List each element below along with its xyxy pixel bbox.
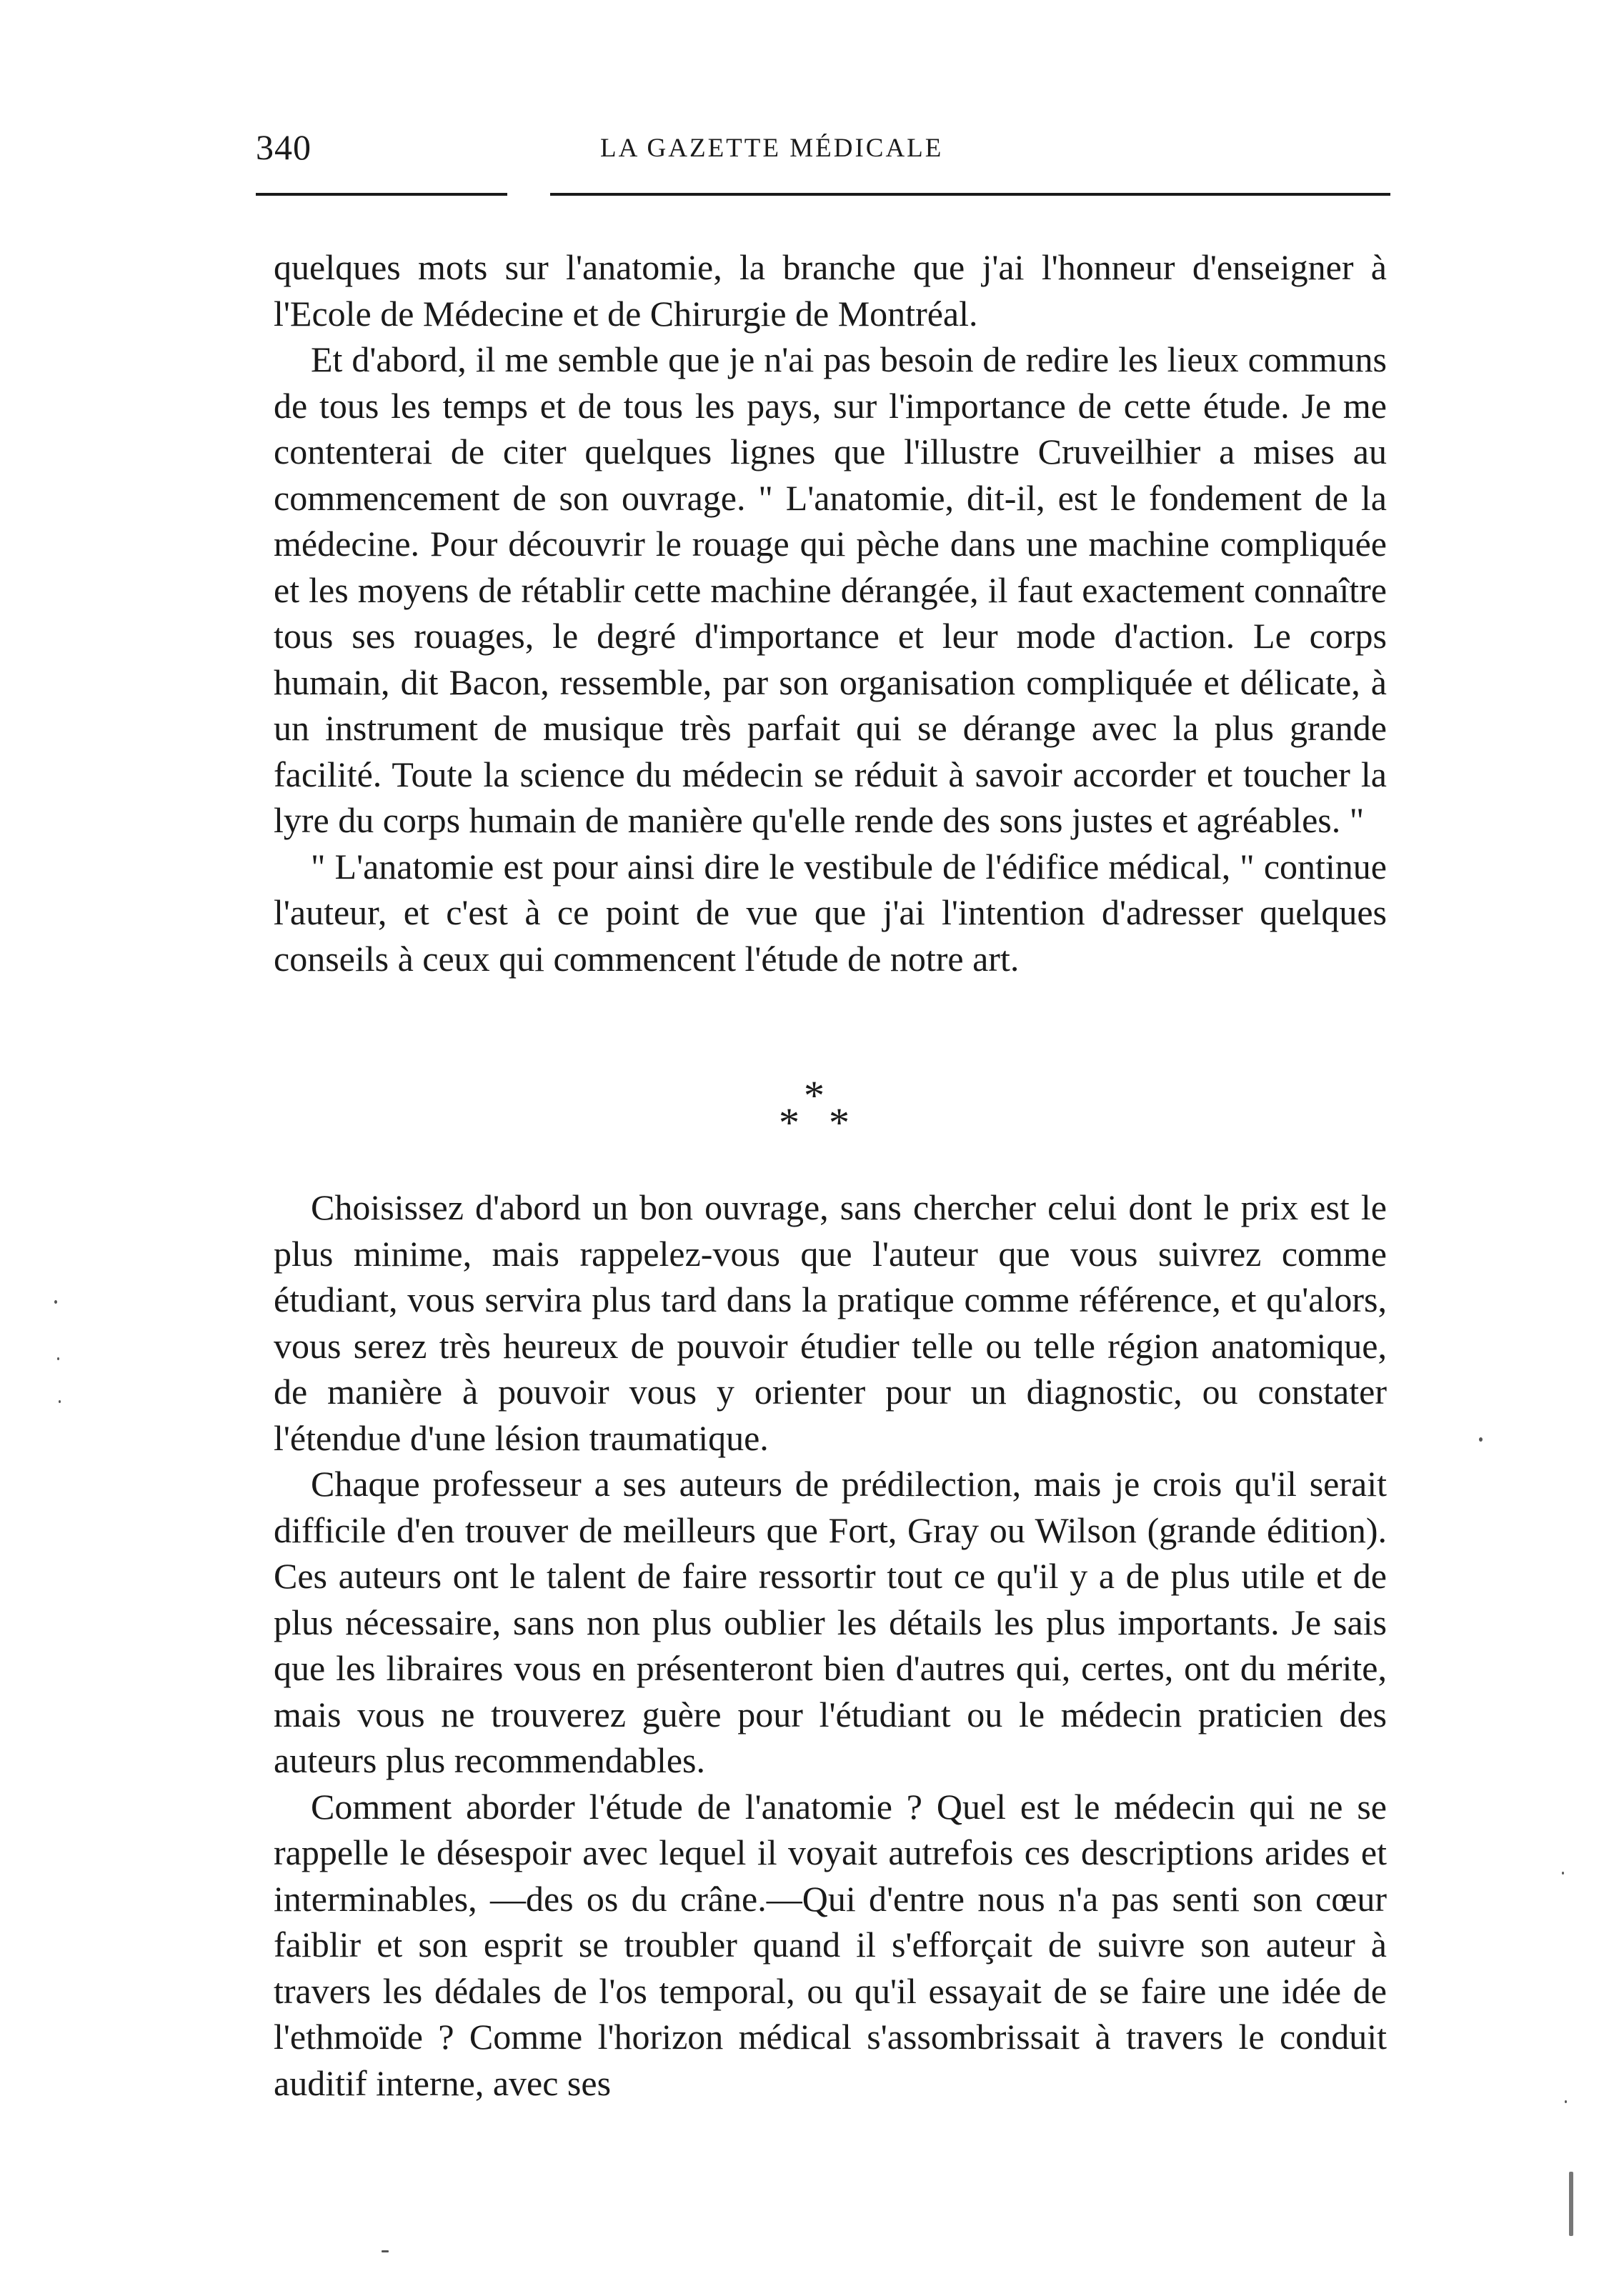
asterism-star-right: * — [829, 1099, 850, 1146]
header-rule-left — [256, 193, 507, 196]
scan-speck — [1565, 2100, 1567, 2103]
page-number: 340 — [256, 127, 312, 167]
header-rule-right — [550, 193, 1390, 196]
running-title: LA GAZETTE MÉDICALE — [600, 134, 944, 163]
paragraph-how-to-study: Comment aborder l'étude de l'anatomie ? Quel est le médecin qui ne se rappelle le désespoir avec lequel il voyait autrefois ces descriptions arides et interminables, —des os du crâne.—Qui d'entre nous n'a pas senti son cœur faiblir et son esprit se troubler quand il s'efforçait de suivre son auteur à travers les dédales de l'os temporal, ou qu'il essayait de se faire une idée de l'ethmoïde ? Comme l'horizon médical s'assombrissait à travers le conduit auditif interne, avec ses — [274, 1786, 1387, 2103]
asterism-separator — [772, 1072, 872, 1147]
scan-speck — [1479, 1437, 1483, 1442]
paragraph-authors: Chaque professeur a ses auteurs de prédilection, mais je crois qu'il serait difficile d'en trouver de meilleurs que Fort, Gray ou Wilson (grande édition). Ces auteurs ont le talent de faire ressortir tout ce qu'il y a de plus utile et de plus nécessaire, sans non plus oublier les détails les plus importants. Je sais que les libraires vous en présenteront bien d'autres qui, certes, ont du mérite, mais vous ne trouverez guère pour l'étudiant ou le médecin praticien des auteurs plus recommendables. — [274, 1464, 1387, 1780]
asterism-star-top: * — [804, 1072, 825, 1119]
scan-speck — [1562, 1872, 1564, 1875]
paragraph-cruveilhier-quote: Et d'abord, il me semble que je n'ai pas besoin de redire les lieux communs de tous les temps et de tous les pays, sur l'importance de cette étude. Je me contenterai de citer quelques lignes que l'illustre Cruveilhier a mises au commencement de son ouvrage. " L'anatomie, dit-il, est le fondement de la médecine. Pour découvrir le rouage qui pèche dans une machine compliquée et les moyens de rétablir cette machine dérangée, il faut exactement connaître tous ses rouages, le degré d'importance et leur mode d'action. Le corps humain, dit Bacon, ressemble, par son organisation compliquée et délicate, à un instrument de musique très parfait qui se dérange avec la plus grande facilité. Toute la science du médecin se réduit à savoir accorder et toucher la lyre du corps humain de manière qu'elle rende des sons justes et agréables. " — [274, 339, 1387, 840]
paragraph-continued: quelques mots sur l'anatomie, la branche que j'ai l'honneur d'enseigner à l'Ecole de Médecine et de Chirurgie de Montréal. — [274, 247, 1387, 334]
paragraph-choose-book: Choisissez d'abord un bon ouvrage, sans chercher celui dont le prix est le plus minime, mais rappelez-vous que l'auteur que vous suivrez comme étudiant, vous servira plus tard dans la pratique comme référence, et qu'alors, vous serez très heureux de pouvoir étudier telle ou telle région anatomique, de manière à pouvoir vous y orienter pour un diagnostic, ou constater l'étendue d'une lésion traumatique. — [274, 1187, 1387, 1458]
asterism-star-left: * — [779, 1099, 799, 1146]
scan-speck — [1569, 2172, 1573, 2236]
scan-speck — [57, 1357, 59, 1360]
text-section-lower — [274, 1184, 1387, 2106]
scan-speck — [382, 2250, 389, 2252]
text-section-upper — [274, 244, 1387, 982]
scan-speck — [54, 1300, 57, 1304]
scan-speck — [59, 1400, 61, 1403]
paragraph-vestibule: " L'anatomie est pour ainsi dire le vestibule de l'édifice médical, " continue l'auteur, et c'est à ce point de vue que j'ai l'intention d'adresser quelques conseils à ceux qui commencent l'étude de notre art. — [274, 846, 1387, 979]
